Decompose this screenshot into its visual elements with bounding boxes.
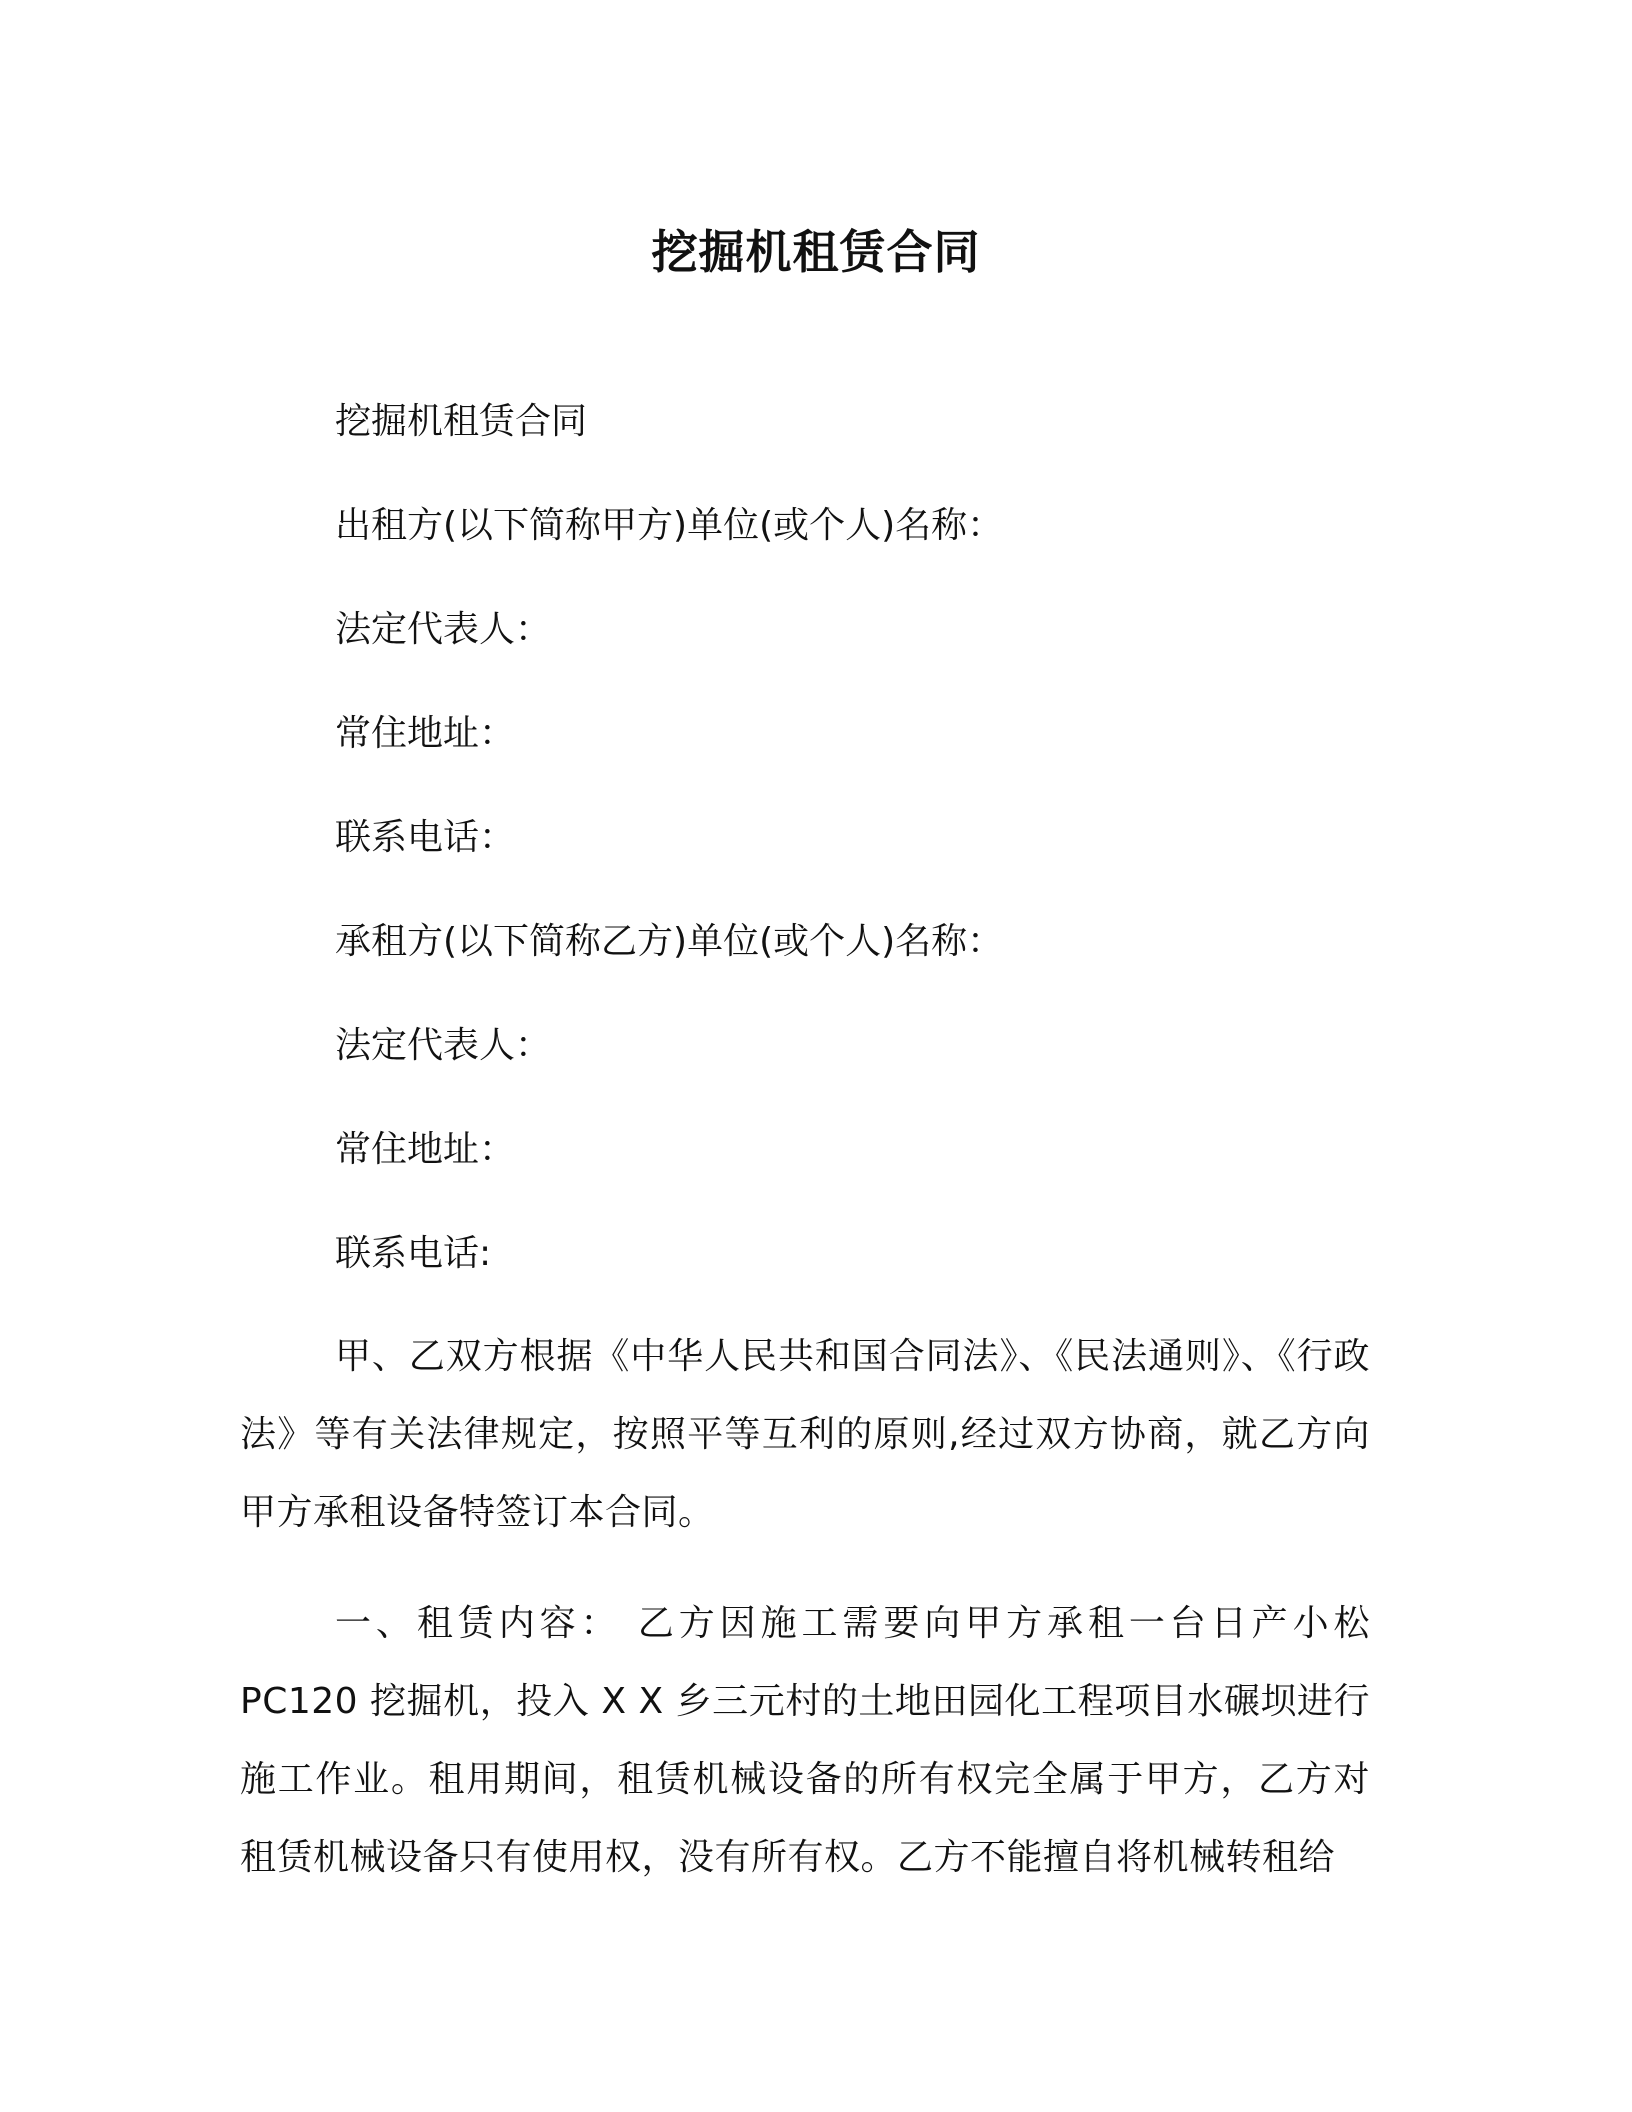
- lessee-address-label: 常住地址：: [335, 1129, 516, 1170]
- document-title: 挖掘机租赁合同: [651, 225, 981, 279]
- rental-content-paragraph: 一、租赁内容： 乙方因施工需要向甲方承租一台日产小松PC120 挖掘机，投入 X X 乡三元村的土地田园化工程项目水碾坝进行施工作业。租用期间，租赁机械设备的所有权完全属于甲方，乙方对租赁机械设备只有使用权，没有所有权。乙方不能擅自将机械转租给: [240, 1603, 1370, 1878]
- legal-basis-paragraph: 甲、乙双方根据《中华人民共和国合同法》、《民法通则》、《行政法》等有关法律规定，按照平等互利的原则,经过双方协商，就乙方向甲方承租设备特签订本合同。: [240, 1336, 1370, 1533]
- lessee-name-label: 承租方(以下简称乙方)单位(或个人)名称：: [335, 921, 1004, 962]
- document-subtitle: 挖掘机租赁合同: [335, 401, 588, 442]
- lessee-phone-label: 联系电话:: [335, 1233, 492, 1274]
- lessor-address-label: 常住地址：: [335, 713, 516, 754]
- lessee-representative-label: 法定代表人：: [335, 1025, 552, 1066]
- lessor-name-label: 出租方(以下简称甲方)单位(或个人)名称：: [335, 505, 1004, 546]
- lessor-representative-label: 法定代表人：: [335, 609, 552, 650]
- lessor-phone-label: 联系电话：: [335, 817, 516, 858]
